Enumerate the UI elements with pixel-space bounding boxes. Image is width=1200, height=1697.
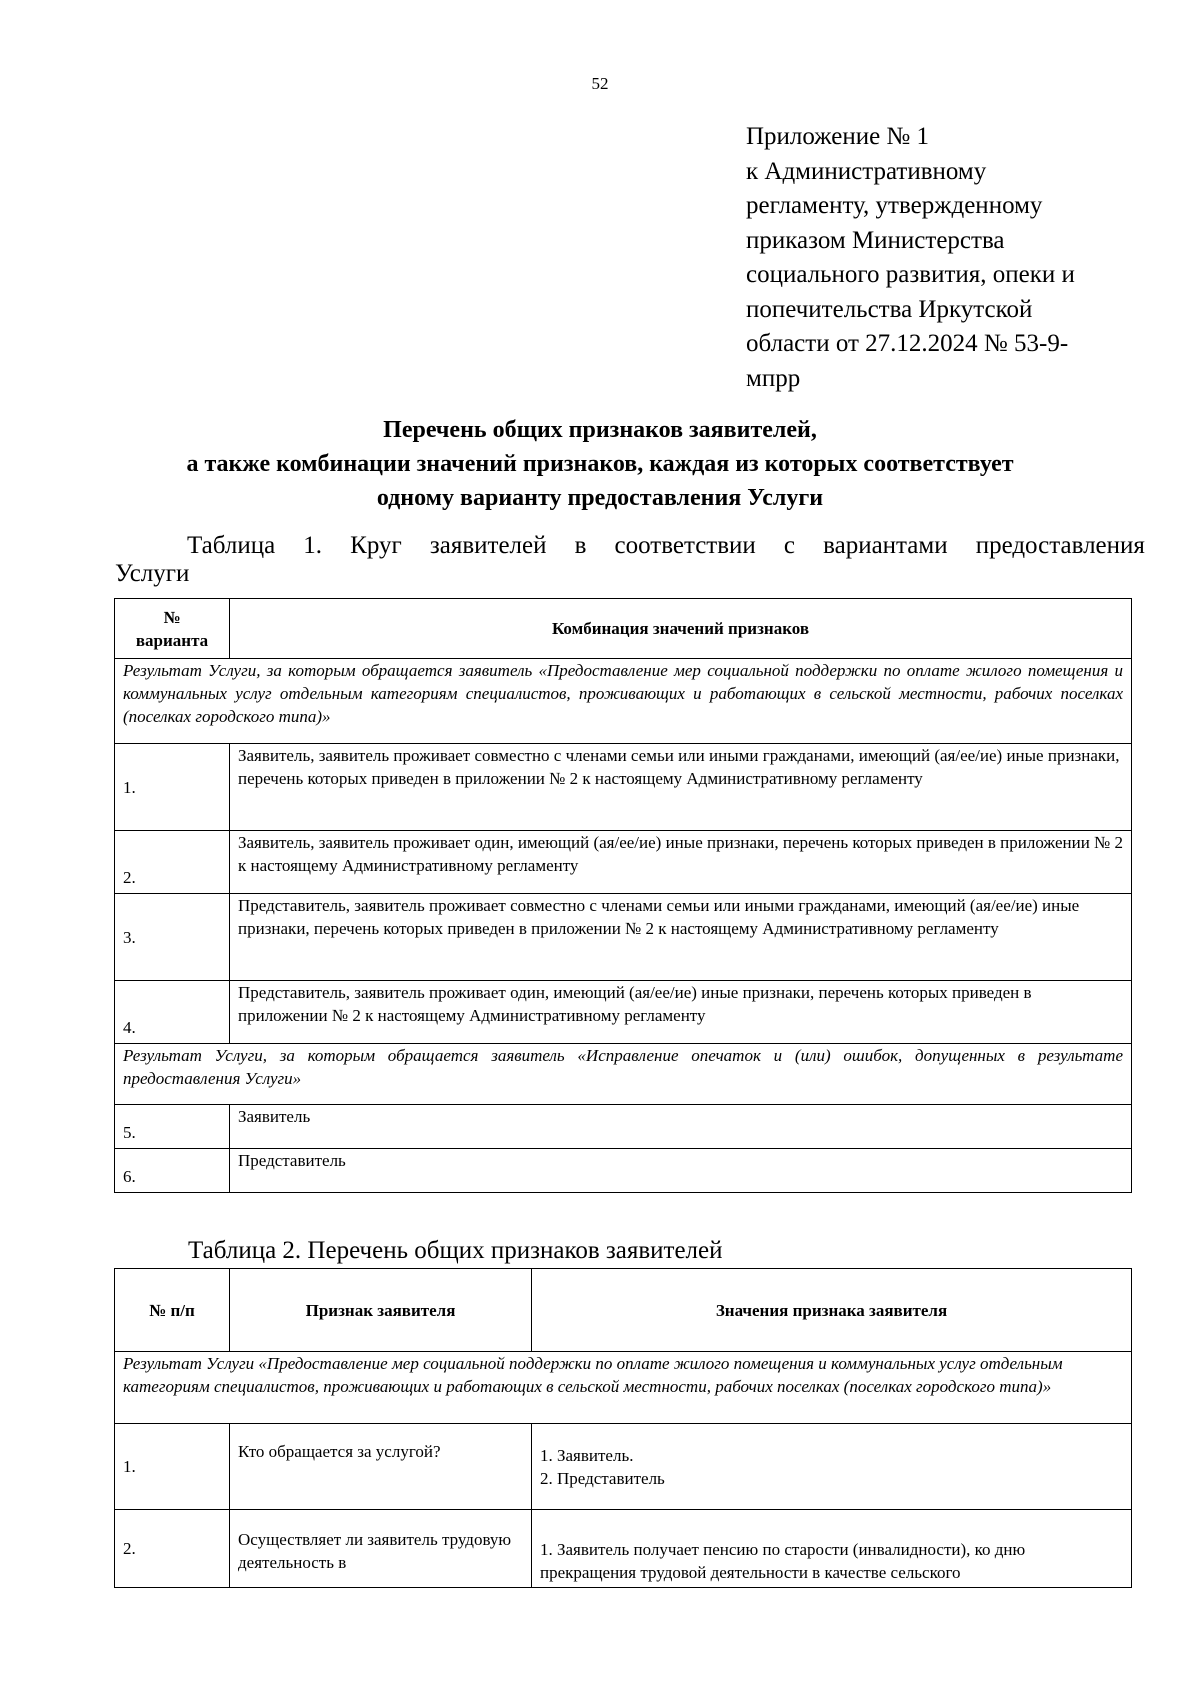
caption-word: заявителей — [429, 532, 547, 559]
appendix-line: Приложение № 1 — [746, 123, 930, 150]
row-number: 2. — [115, 831, 230, 894]
appendix-line: попечительства Иркутской — [746, 295, 1033, 323]
section-title: Результат Услуги «Предоставление мер социальной поддержки по оплате жилого помещения и коммунальных услуг отдельным категориям специалистов, проживающих и работающих в сельской местности, рабочих поселках (поселках городского типа)» — [115, 1352, 1132, 1424]
row-text: Заявитель, заявитель проживает один, имеющий (ая/ее/ие) иные признаки, перечень которых приведен в приложении № 2 к настоящему Административному регламенту — [230, 831, 1132, 894]
caption-word: вариантами — [823, 532, 948, 559]
value-item: 2. Представитель — [540, 1468, 665, 1488]
appendix-line: регламенту, утвержденному — [746, 192, 1043, 219]
row-text: Заявитель, заявитель проживает совместно с членами семьи или иными гражданами, имеющий (ая/ее/ие) иные признаки, перечень которых приведен в приложении № 2 к настоящему Административному регламенту — [230, 744, 1132, 831]
caption-word: соответствии — [614, 532, 756, 559]
table-row — [115, 981, 1132, 1044]
row-number: 4. — [115, 981, 230, 1044]
table1-applicant-variants — [114, 598, 1132, 1193]
appendix-line: мпрр — [746, 364, 801, 392]
section-title: Результат Услуги, за которым обращается заявитель «Исправление опечаток и (или) ошибок, допущенных в результате предоставления Услуги» — [115, 1044, 1132, 1105]
table-row — [115, 1510, 1132, 1588]
row-number: 1. — [115, 1424, 230, 1510]
header-variant-number: № варианта — [115, 599, 230, 659]
table1-caption — [115, 532, 1145, 588]
caption-word: Таблица — [187, 532, 276, 559]
row-text: Представитель, заявитель проживает один, имеющий (ая/ее/ие) иные признаки, перечень которых приведен в приложении № 2 к настоящему Административному регламенту — [230, 981, 1132, 1044]
appendix-line: области от 27.12.2024 № 53-9- — [746, 330, 1069, 357]
row-text: Представитель, заявитель проживает совместно с членами семьи или иными гражданами, имеющий (ая/ее/ие) иные признаки, перечень которых приведен в приложении № 2 к настоящему Административному регламенту — [230, 894, 1132, 981]
table-row — [115, 1424, 1132, 1510]
table-row — [115, 831, 1132, 894]
table-row — [115, 1105, 1132, 1149]
section-row — [115, 659, 1132, 744]
title-line: а также комбинации значений признаков, каждая из которых соответствует — [186, 451, 1014, 477]
appendix-line: к Административному — [746, 157, 987, 185]
header-sign: Признак заявителя — [230, 1269, 532, 1352]
row-number: 5. — [115, 1105, 230, 1149]
table-row — [115, 744, 1132, 831]
caption-word: предоставления — [975, 532, 1145, 559]
row-sign: Кто обращается за услугой? — [230, 1424, 532, 1510]
table-header-row — [115, 1269, 1132, 1352]
caption-word: с — [783, 532, 796, 559]
page-number: 52 — [591, 74, 609, 93]
header-row-number: № п/п — [115, 1269, 230, 1352]
section-row — [115, 1352, 1132, 1424]
caption-word: в — [574, 532, 587, 559]
value-item: 1. Заявитель получает пенсию по старости (инвалидности), ко дню прекращения трудовой деятельности в качестве сельского — [540, 1540, 1026, 1582]
appendix-line: социального развития, опеки и — [746, 261, 1075, 288]
row-text: Представитель — [230, 1149, 1132, 1193]
caption-word: Круг — [350, 532, 402, 559]
table2-applicant-signs — [114, 1268, 1132, 1588]
table-row — [115, 1149, 1132, 1193]
row-number: 3. — [115, 894, 230, 981]
caption-word: 1. — [303, 532, 323, 559]
value-item: 1. Заявитель. — [540, 1445, 634, 1465]
row-text: Заявитель — [230, 1105, 1132, 1149]
table1-caption-line1 — [115, 532, 1145, 560]
header-values: Значения признака заявителя — [532, 1269, 1132, 1352]
section-title: Результат Услуги, за которым обращается заявитель «Предоставление мер социальной поддержки по оплате жилого помещения и коммунальных услуг отдельным категориям специалистов, проживающих и работающих в сельской местности, рабочих поселках (поселках городского типа)» — [115, 659, 1132, 744]
title-line: Перечень общих признаков заявителей, — [383, 417, 817, 443]
row-number: 6. — [115, 1149, 230, 1193]
table2-caption: Таблица 2. Перечень общих признаков заявителей — [188, 1237, 723, 1264]
section-row — [115, 1044, 1132, 1105]
appendix-line: приказом Министерства — [746, 226, 1005, 254]
row-number: 2. — [115, 1510, 230, 1588]
row-sign: Осуществляет ли заявитель трудовую деятельность в — [230, 1510, 532, 1588]
header-combination: Комбинация значений признаков — [230, 599, 1132, 659]
row-number: 1. — [115, 744, 230, 831]
row-values — [532, 1510, 1132, 1588]
appendix-note — [746, 120, 1166, 396]
table1-caption-line2: Услуги — [115, 560, 190, 587]
title-line: одному варианту предоставления Услуги — [376, 485, 824, 511]
table-row — [115, 894, 1132, 981]
table-header-row — [115, 599, 1132, 659]
row-values — [532, 1424, 1132, 1510]
document-title — [0, 413, 1200, 515]
